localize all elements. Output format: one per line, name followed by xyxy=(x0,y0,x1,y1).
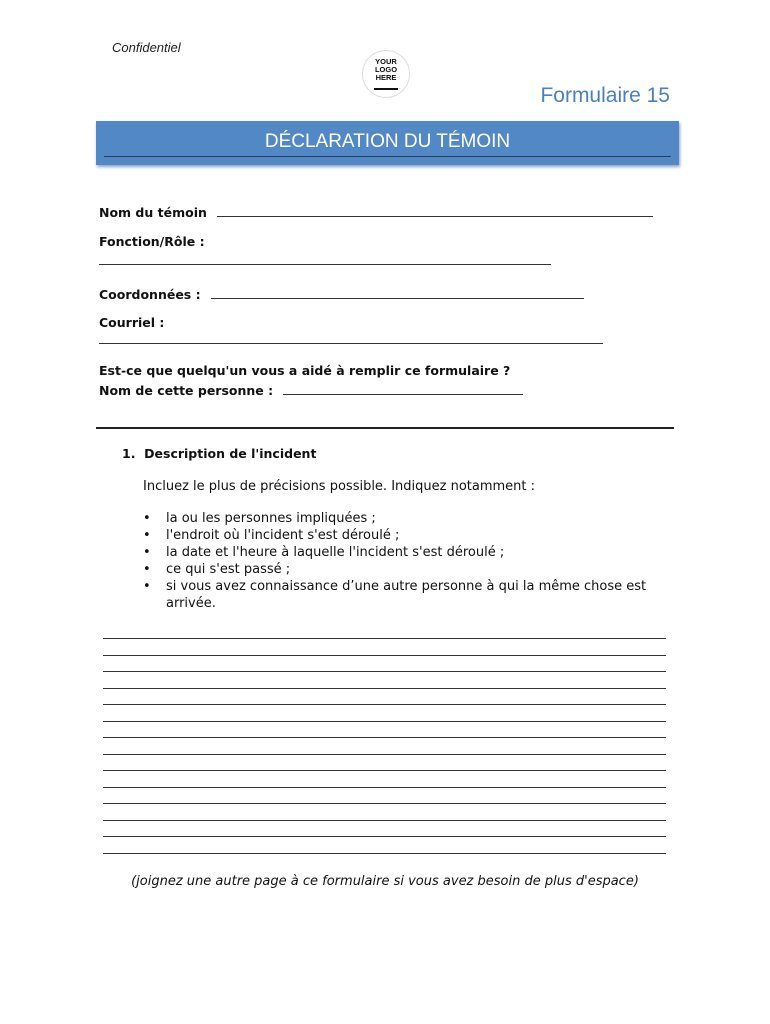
helper-name-label: Nom de cette personne : xyxy=(99,383,274,398)
description-answer-area[interactable] xyxy=(103,638,666,869)
incident-guidelines-list xyxy=(143,510,673,612)
answer-line[interactable] xyxy=(103,704,666,705)
email-field[interactable] xyxy=(99,343,603,344)
answer-line[interactable] xyxy=(103,671,666,672)
contact-row xyxy=(99,284,584,303)
witness-name-label: Nom du témoin xyxy=(99,205,207,220)
answer-line[interactable] xyxy=(103,770,666,771)
helper-name-row xyxy=(99,380,523,399)
section-title-incident: 1. Description de l'incident xyxy=(122,446,317,461)
company-logo xyxy=(362,50,410,98)
page-title: DÉCLARATION DU TÉMOIN xyxy=(264,131,511,152)
answer-line[interactable] xyxy=(103,803,666,804)
list-item: • ce qui s'est passé ; xyxy=(143,561,673,578)
role-label: Fonction/Rôle : xyxy=(99,234,205,249)
answer-line[interactable] xyxy=(103,655,666,656)
help-question: Est-ce que quelqu'un vous a aidé à remplir ce formulaire ? xyxy=(99,363,511,378)
list-item: • la date et l'heure à laquelle l'incident s'est déroulé ; xyxy=(143,544,673,561)
witness-name-field[interactable] xyxy=(217,204,653,217)
answer-line[interactable] xyxy=(103,638,666,639)
logo-text: YOUR LOGO HERE xyxy=(374,57,398,82)
answer-line[interactable] xyxy=(103,721,666,722)
answer-line[interactable] xyxy=(103,787,666,788)
answer-line[interactable] xyxy=(103,754,666,755)
list-item: • la ou les personnes impliquées ; xyxy=(143,510,673,527)
banner-underline xyxy=(104,156,671,157)
email-label: Courriel : xyxy=(99,315,165,330)
list-item: • l'endroit où l'incident s'est déroulé ; xyxy=(143,527,673,544)
footer-note: (joignez une autre page à ce formulaire si vous avez besoin de plus d'espace) xyxy=(131,874,639,889)
witness-name-row xyxy=(99,202,653,221)
answer-line[interactable] xyxy=(103,820,666,821)
contact-field[interactable] xyxy=(211,286,584,299)
section-intro: Incluez le plus de précisions possible. Indiquez notamment : xyxy=(143,479,536,494)
title-banner xyxy=(96,121,679,165)
answer-line[interactable] xyxy=(103,836,666,837)
logo-underline xyxy=(374,88,398,90)
answer-line[interactable] xyxy=(103,688,666,689)
section-divider xyxy=(96,427,674,429)
answer-line[interactable] xyxy=(103,737,666,738)
list-item: • si vous avez connaissance d’une autre personne à qui la même chose est arrivée. xyxy=(143,578,673,612)
answer-line[interactable] xyxy=(103,853,666,854)
form-number: Formulaire 15 xyxy=(540,84,670,107)
confidential-label: Confidentiel xyxy=(112,40,181,55)
contact-label: Coordonnées : xyxy=(99,287,201,302)
helper-name-field[interactable] xyxy=(283,382,523,395)
role-field[interactable] xyxy=(99,264,551,265)
